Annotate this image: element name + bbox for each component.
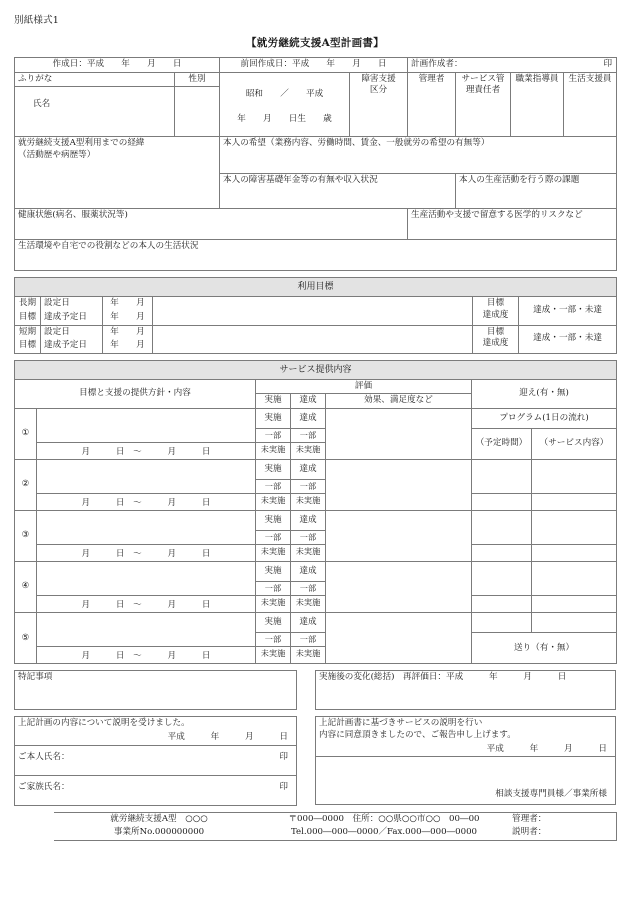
eval-partial-achieve-1[interactable]: 一部 bbox=[291, 429, 326, 443]
long-term-achievement-label bbox=[473, 297, 519, 325]
effect-satisfaction-2[interactable] bbox=[326, 460, 472, 511]
consent-right-table bbox=[315, 716, 616, 805]
table-row bbox=[15, 379, 617, 394]
planner-cell[interactable] bbox=[408, 58, 617, 73]
eval-not-achieved-1[interactable]: 未実施 bbox=[291, 443, 326, 460]
history-cell[interactable] bbox=[15, 137, 220, 209]
service-row bbox=[15, 511, 617, 531]
service-manager-label-2: 理責任者 bbox=[465, 85, 501, 96]
col-pickup-header: 迎え(有・無) bbox=[472, 379, 617, 408]
eval-achieve-3[interactable]: 達成 bbox=[291, 511, 326, 531]
program-content-2b[interactable] bbox=[532, 494, 617, 511]
manager-cell[interactable] bbox=[408, 72, 456, 137]
short-term-achievement-label bbox=[473, 325, 519, 353]
service-period-5[interactable]: 月 日 ～ 月 日 bbox=[37, 647, 256, 664]
program-time-4b[interactable] bbox=[472, 596, 532, 613]
service-period-3[interactable]: 月 日 ～ 月 日 bbox=[37, 545, 256, 562]
program-time-3b[interactable] bbox=[472, 545, 532, 562]
gender-header-cell: 性別 bbox=[175, 72, 220, 87]
short-term-label-2: 目標 bbox=[15, 339, 41, 353]
short-term-target-date-label: 達成予定日 bbox=[41, 339, 103, 353]
disability-support-label-1: 障害支援 bbox=[361, 73, 396, 84]
service-goal-content-3[interactable] bbox=[37, 511, 256, 545]
program-time-4[interactable] bbox=[472, 562, 532, 596]
service-period-2[interactable]: 月 日 ～ 月 日 bbox=[37, 494, 256, 511]
col-effect-header: 効果、満足度など bbox=[326, 394, 472, 409]
consent-left-date[interactable]: 平成 年 月 日 bbox=[15, 731, 297, 745]
col-implement-header: 実施 bbox=[256, 394, 291, 409]
eval-implement-2[interactable]: 実施 bbox=[256, 460, 291, 480]
eval-implement-5[interactable]: 実施 bbox=[256, 613, 291, 633]
name-cell[interactable]: 氏名 bbox=[15, 87, 175, 137]
consent-right-heading-line2: 内容に同意頂きましたので、ご報告申し上げます。 bbox=[319, 729, 516, 740]
post-change-cell[interactable]: 実施後の変化(総括) 再評価日：平成 年 月 日 bbox=[315, 670, 616, 710]
table-row bbox=[15, 775, 297, 805]
long-term-set-date-label: 設定日 bbox=[41, 297, 103, 311]
eval-not-implemented-3[interactable]: 未実施 bbox=[256, 545, 291, 562]
short-term-label-1: 短期 bbox=[15, 325, 41, 339]
eval-achieve-4[interactable]: 達成 bbox=[291, 562, 326, 582]
eval-achieve-1[interactable]: 達成 bbox=[291, 409, 326, 429]
consent-right-heading bbox=[316, 717, 616, 743]
achievement-label-2: 達成度 bbox=[482, 338, 509, 349]
service-content-title: サービス提供内容 bbox=[15, 360, 617, 379]
short-term-target-date-value[interactable]: 年 月 bbox=[103, 339, 153, 353]
footer-spacer-2 bbox=[14, 826, 54, 840]
effect-satisfaction-4[interactable] bbox=[326, 562, 472, 613]
table-row bbox=[14, 826, 616, 840]
service-row-no-2: ② bbox=[15, 460, 37, 511]
service-row-no-5: ⑤ bbox=[15, 613, 37, 664]
long-term-achievement-options[interactable]: 達成・一部・未達 bbox=[519, 297, 617, 325]
effect-satisfaction-1[interactable] bbox=[326, 409, 472, 460]
service-row bbox=[15, 613, 617, 633]
gender-value-cell[interactable] bbox=[175, 87, 220, 137]
footer-postal-address: 〒000―0000 住所：○○県○○市○○ 00―00 bbox=[264, 812, 504, 826]
consent-left-table bbox=[14, 716, 297, 805]
program-content-5[interactable] bbox=[532, 613, 617, 633]
service-goal-content-4[interactable] bbox=[37, 562, 256, 596]
service-row bbox=[15, 562, 617, 582]
short-term-goal-content[interactable] bbox=[153, 325, 473, 353]
service-row-no-4: ④ bbox=[15, 562, 37, 613]
notes-row-table bbox=[14, 670, 616, 710]
table-row bbox=[15, 72, 617, 87]
footer-table bbox=[14, 812, 617, 841]
footer-explainer-label: 説明者： bbox=[504, 826, 616, 840]
effect-satisfaction-3[interactable] bbox=[326, 511, 472, 562]
eval-implement-4[interactable]: 実施 bbox=[256, 562, 291, 582]
vocational-instructor-cell[interactable] bbox=[511, 72, 564, 137]
table-row bbox=[316, 717, 616, 743]
wishes-cell[interactable]: 本人の希望（業務内容、労働時間、賃金、一般就労の希望の有無等） bbox=[220, 137, 617, 174]
consent-table bbox=[14, 716, 616, 805]
service-row bbox=[15, 460, 617, 480]
program-content-3[interactable] bbox=[532, 511, 617, 545]
table-row bbox=[15, 297, 617, 311]
eval-not-achieved-3[interactable]: 未実施 bbox=[291, 545, 326, 562]
history-label-2: （活動歴や病歴等） bbox=[18, 149, 96, 160]
basic-info-table bbox=[14, 57, 617, 271]
service-content-table bbox=[14, 360, 617, 665]
birthdate-cell[interactable] bbox=[220, 72, 350, 137]
pension-income-cell[interactable]: 本人の障害基礎年金等の有無や収入状況 bbox=[220, 174, 456, 209]
table-row bbox=[14, 716, 616, 805]
family-name-row[interactable] bbox=[15, 775, 297, 805]
achievement-label-2: 達成度 bbox=[482, 309, 509, 320]
long-term-set-date-value[interactable]: 年 月 bbox=[103, 297, 153, 311]
person-seal: 印 bbox=[279, 751, 288, 762]
era-choice: 昭和 ／ 平成 bbox=[245, 88, 324, 99]
eval-not-implemented-5[interactable]: 未実施 bbox=[256, 647, 291, 664]
eval-not-achieved-5[interactable]: 未実施 bbox=[291, 647, 326, 664]
creation-date-cell[interactable]: 作成日：平成 年 月 日 bbox=[15, 58, 220, 73]
production-issues-cell[interactable]: 本人の生産活動を行う際の課題 bbox=[456, 174, 617, 209]
person-name-label: ご本人氏名： bbox=[18, 751, 70, 762]
planner-label: 計画作成者： bbox=[411, 59, 463, 69]
long-term-target-date-label: 達成予定日 bbox=[41, 311, 103, 325]
eval-implement-3[interactable]: 実施 bbox=[256, 511, 291, 531]
short-term-achievement-options[interactable]: 達成・一部・未達 bbox=[519, 325, 617, 353]
form-number: 別紙様式1 bbox=[14, 15, 60, 26]
person-name-row[interactable] bbox=[15, 745, 297, 775]
health-status-cell[interactable]: 健康状態(病名、服薬状況等) bbox=[15, 209, 408, 240]
table-row bbox=[15, 209, 617, 240]
history-label-1: 就労継続支援A型利用までの経緯 bbox=[18, 138, 145, 149]
table-row bbox=[15, 731, 297, 745]
table-row bbox=[15, 240, 617, 271]
table-row bbox=[316, 743, 616, 757]
table-row bbox=[15, 360, 617, 379]
eval-not-achieved-4[interactable]: 未実施 bbox=[291, 596, 326, 613]
table-row bbox=[15, 325, 617, 339]
footer-tel-fax: Tel.000―000―0000／Fax.000―000―0000 bbox=[264, 826, 504, 840]
table-row bbox=[15, 494, 617, 511]
service-manager-cell[interactable] bbox=[456, 72, 511, 137]
program-content-header: （サービス内容） bbox=[532, 429, 617, 460]
table-row bbox=[14, 670, 616, 710]
consent-right-date[interactable]: 平成 年 月 日 bbox=[316, 743, 616, 757]
short-term-set-date-label: 設定日 bbox=[41, 325, 103, 339]
service-period-1[interactable]: 月 日 ～ 月 日 bbox=[37, 443, 256, 460]
family-name-label: ご家族氏名： bbox=[18, 781, 70, 792]
eval-achieve-5[interactable]: 達成 bbox=[291, 613, 326, 633]
footer-manager-label: 管理者： bbox=[504, 812, 616, 826]
eval-partial-implement-5[interactable]: 一部 bbox=[256, 633, 291, 647]
footer-office-no: 事業所No.000000000 bbox=[54, 826, 264, 840]
service-manager-label-1: サービス管 bbox=[461, 73, 505, 84]
eval-not-implemented-2[interactable]: 未実施 bbox=[256, 494, 291, 511]
table-row bbox=[15, 58, 617, 73]
usage-goals-title: 利用目標 bbox=[15, 278, 617, 297]
footer-spacer-1 bbox=[14, 812, 54, 826]
table-row bbox=[15, 596, 617, 613]
eval-partial-achieve-3[interactable]: 一部 bbox=[291, 531, 326, 545]
consent-gap bbox=[297, 716, 315, 805]
eval-implement-1[interactable]: 実施 bbox=[256, 409, 291, 429]
disability-support-cell[interactable] bbox=[350, 72, 408, 137]
footer-office-name: 就労継続支援A型 ○○○ bbox=[54, 812, 264, 826]
birth-line: 年 月 日生 歳 bbox=[237, 114, 332, 125]
table-row bbox=[15, 137, 617, 174]
planner-seal: 印 bbox=[603, 59, 613, 69]
consent-right-heading-line1: 上記計画書に基づきサービスの説明を行い bbox=[319, 718, 483, 729]
eval-partial-implement-1[interactable]: 一部 bbox=[256, 429, 291, 443]
consent-left-heading: 上記計画の内容について説明を受けました。 bbox=[15, 717, 297, 731]
disability-support-label-2: 区分 bbox=[369, 85, 388, 96]
short-term-set-date-value[interactable]: 年 月 bbox=[103, 325, 153, 339]
program-content-3b[interactable] bbox=[532, 545, 617, 562]
medical-risk-cell[interactable]: 生産活動や支援で留意する医学的リスクなど bbox=[408, 209, 617, 240]
program-time-3[interactable] bbox=[472, 511, 532, 545]
life-support-staff-label: 生活支援員 bbox=[568, 73, 612, 84]
service-row-no-1: ① bbox=[15, 409, 37, 460]
document-title: 【就労継続支援A型計画書】 bbox=[245, 37, 385, 49]
life-situation-cell[interactable]: 生活環境や自宅での役割などの本人の生活状況 bbox=[15, 240, 617, 271]
eval-not-implemented-4[interactable]: 未実施 bbox=[256, 596, 291, 613]
service-goal-content-1[interactable] bbox=[37, 409, 256, 443]
consent-left-column bbox=[14, 716, 297, 805]
table-row bbox=[14, 812, 616, 826]
table-row bbox=[15, 717, 297, 731]
service-row-no-3: ③ bbox=[15, 511, 37, 562]
program-title-cell: プログラム(1日の流れ) bbox=[472, 409, 617, 429]
table-row bbox=[15, 545, 617, 562]
furigana-cell[interactable]: ふりがな bbox=[15, 72, 175, 87]
service-period-4[interactable]: 月 日 ～ 月 日 bbox=[37, 596, 256, 613]
program-content-4[interactable] bbox=[532, 562, 617, 596]
eval-partial-implement-4[interactable]: 一部 bbox=[256, 582, 291, 596]
long-term-label-1: 長期 bbox=[15, 297, 41, 311]
previous-creation-date-cell[interactable]: 前回作成日：平成 年 月 日 bbox=[220, 58, 408, 73]
service-goal-content-2[interactable] bbox=[37, 460, 256, 494]
achievement-label-1: 目標 bbox=[486, 298, 505, 309]
service-row bbox=[15, 409, 617, 429]
effect-satisfaction-5[interactable] bbox=[326, 613, 472, 664]
eval-partial-implement-2[interactable]: 一部 bbox=[256, 480, 291, 494]
family-seal: 印 bbox=[279, 781, 288, 792]
col-goal-policy-header: 目標と支援の提供方針・内容 bbox=[15, 379, 256, 408]
manager-label: 管理者 bbox=[418, 73, 445, 84]
eval-not-implemented-1[interactable]: 未実施 bbox=[256, 443, 291, 460]
program-time-2[interactable] bbox=[472, 460, 532, 494]
program-content-4b[interactable] bbox=[532, 596, 617, 613]
service-goal-content-5[interactable] bbox=[37, 613, 256, 647]
eval-partial-achieve-4[interactable]: 一部 bbox=[291, 582, 326, 596]
dropoff-cell[interactable]: 送り（有・無） bbox=[472, 633, 617, 664]
eval-not-achieved-2[interactable]: 未実施 bbox=[291, 494, 326, 511]
consent-right-column bbox=[315, 716, 616, 805]
program-time-header: （予定時間） bbox=[472, 429, 532, 460]
eval-partial-implement-3[interactable]: 一部 bbox=[256, 531, 291, 545]
table-row bbox=[316, 757, 616, 805]
special-notes-cell[interactable]: 特記事項 bbox=[14, 670, 297, 710]
program-time-5[interactable] bbox=[472, 613, 532, 633]
table-row bbox=[15, 745, 297, 775]
eval-partial-achieve-2[interactable]: 一部 bbox=[291, 480, 326, 494]
table-row bbox=[15, 278, 617, 297]
program-time-2b[interactable] bbox=[472, 494, 532, 511]
life-support-staff-cell[interactable] bbox=[564, 72, 617, 137]
col-achieve-header: 達成 bbox=[291, 394, 326, 409]
long-term-label-2: 目標 bbox=[15, 311, 41, 325]
achievement-label-1: 目標 bbox=[486, 326, 505, 337]
vocational-instructor-label: 職業指導員 bbox=[515, 73, 559, 84]
col-evaluation-header: 評価 bbox=[256, 379, 472, 394]
eval-achieve-2[interactable]: 達成 bbox=[291, 460, 326, 480]
eval-partial-achieve-5[interactable]: 一部 bbox=[291, 633, 326, 647]
program-content-2[interactable] bbox=[532, 460, 617, 494]
usage-goals-table bbox=[14, 277, 617, 354]
long-term-target-date-value[interactable]: 年 月 bbox=[103, 311, 153, 325]
notes-gap bbox=[297, 670, 315, 710]
long-term-goal-content[interactable] bbox=[153, 297, 473, 325]
addressee-cell: 相談支援専門員様／事業所様 bbox=[316, 757, 616, 805]
